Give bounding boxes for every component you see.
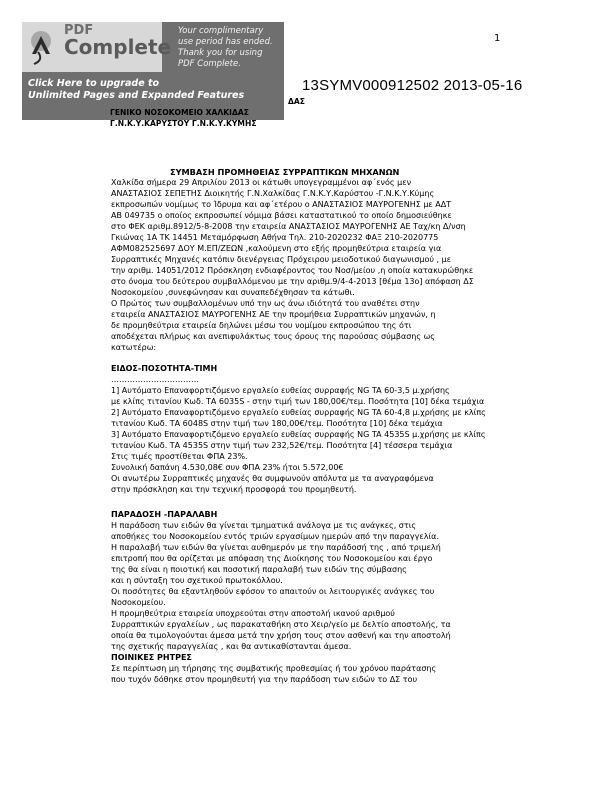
text-line: Χαλκίδα σήμερα 29 Απριλίου 2013 οι κάτωθι υπογεγραμμένοι αφ΄ενός μεν xyxy=(111,178,412,187)
penalties-heading: ΠΟΙΝΙΚΕΣ ΡΗΤΡΕΣ xyxy=(111,653,192,662)
text-line: δε προμηθεύτρια εταιρεία δηλώνει μέσω του νομίμου εκπροσώπου της ότι xyxy=(111,321,412,330)
penalties-section xyxy=(111,663,501,685)
text-line: εταιρεία ΑΝΑΣΤΑΣΙΟΣ ΜΑΥΡΟΓΕΝΗΣ ΑΕ την προμήθεια Συρραπτικών μηχανών, η xyxy=(111,310,436,319)
text-line: Η παράδοση των ειδών θα γίνεται τμηματικά ανάλογα με τις ανάγκες, στις xyxy=(111,521,417,530)
text-line: Συρραπτικές Μηχανές κατόπιν διενέργειας Πρόχειρου μειοδοτικού διαγωνισμού , με xyxy=(111,255,452,264)
document-body xyxy=(111,177,501,685)
text-line: Στις τιμές προστίθεται ΦΠΑ 23%. xyxy=(111,452,248,461)
promo-line: Your complimentary xyxy=(178,26,264,36)
text-line: Σε περίπτωση μη τήρησης της συμβατικής προθεσμίας ή του χρόνου παράτασης xyxy=(111,664,437,673)
text-line: και η σύνταξη του σχετικού πρωτοκόλλου. xyxy=(111,576,283,585)
text-line: Συνολική δαπάνη 4.530,08€ συν ΦΠΑ 23% ήτοι 5.572,00€ xyxy=(111,463,344,472)
text-line: στο ΦΕΚ αριθμ.8912/5-8-2008 την εταιρεία ΑΝΑΣΤΑΣΙΟΣ ΜΑΥΡΟΓΕΝΗΣ ΑΕ Ταχ/κη Δ/νση xyxy=(111,222,466,231)
text-line: 1] Αυτόματο Επαναφορτιζόμενο εργαλείο ευθείας συρραφής NG TA 60-3,5 μ.χρήσης xyxy=(111,386,450,395)
text-line: Η προμηθεύτρια εταιρεία υποχρεούται στην αποστολή ικανού αριθμού xyxy=(111,609,395,618)
items-list xyxy=(111,385,501,495)
header-line: ΓΕΝΙΚΟ ΝΟΣΟΚΟΜΕΙΟ ΧΑΛΚΙΔΑΣ xyxy=(110,108,249,117)
issuer-header xyxy=(110,96,305,129)
items-heading: ΕΙΔΟΣ-ΠΟΣΟΤΗΤΑ-ΤΙΜΗ xyxy=(111,364,218,373)
text-line: της θα είναι η ποιοτική και ποσοτική παραλαβή των ειδών της σύμβασης xyxy=(111,565,407,574)
delivery-heading: ΠΑΡΑΔΟΣΗ -ΠΑΡΑΛΑΒΗ xyxy=(111,510,218,519)
text-line: που τυχόν δόθηκε στον προμηθευτή για την παράδοση των ειδών το ΔΣ του xyxy=(111,675,418,684)
text-line: ΑΒ 049735 ο οποίος εκπροσωπεί νόμιμα βάσει καταστατικού το οποίο δημοσιεύθηκε xyxy=(111,211,452,220)
document-reference-code: 13SYMV000912502 2013-05-16 xyxy=(302,77,523,94)
text-line: της σχετικής παραγγελίας , και θα αντικαθίστανται άμεσα. xyxy=(111,642,352,651)
document-title: ΣΥΜΒΑΣΗ ΠΡΟΜΗΘΕΙΑΣ ΣΥΡΡΑΠΤΙΚΩΝ ΜΗΧΑΝΩΝ xyxy=(170,167,400,177)
header-line: ΔΑΣ xyxy=(288,97,305,106)
text-line: επιτροπή που θα ορίζεται με απόφαση της Διοίκησης του Νοσοκομείου και έργο xyxy=(111,554,433,563)
page-number: 1 xyxy=(494,33,501,44)
text-line: κατωτέρω: xyxy=(111,343,157,352)
text-line: εκπροσωπών νομίμως το Ίδρυμα και αφ΄ετέρου ο ΑΝΑΣΤΑΣΙΟΣ ΜΑΥΡΟΓΕΝΗΣ με ΑΔΤ xyxy=(111,200,452,209)
text-line: αποδέχεται πλήρως και ανεπιφυλάκτως τους όρους της παρούσας σύμβασης ως xyxy=(111,332,435,341)
upgrade-line: Click Here to upgrade to xyxy=(28,78,160,89)
text-line: 2] Αυτόματο Επαναφορτιζόμενο εργαλείο ευθείας συρραφής NG TA 60-4,8 μ.χρήσης με κλίπς xyxy=(111,408,486,417)
text-line: οποία θα τιμολογούνται άμεσα μετά την χρήση τους στον ασθενή και την αποστολή xyxy=(111,631,451,640)
upgrade-line: Unlimited Pages and Expanded Features xyxy=(28,90,245,101)
text-line: στην πρόσκληση και την τεχνική προσφορά του προμηθευτή. xyxy=(111,485,357,494)
logo-area xyxy=(22,22,172,72)
text-line: Οι ποσότητες θα εξαντληθούν εφόσον το απαιτούν οι λειτουργικές ανάγκες του xyxy=(111,587,435,596)
text-line: 3] Αυτόματο Επαναφορτιζόμενο εργαλείο ευθείας συρραφής NG TA 4535S μ.χρήσης με κλίπς xyxy=(111,430,486,439)
delivery-section xyxy=(111,520,501,652)
logo-text xyxy=(64,24,171,57)
promo-line: PDF Complete. xyxy=(178,59,241,69)
text-line: ΑΝΑΣΤΑΣΙΟΣ ΣΕΠΕΤΗΣ Διοικητής Γ.Ν.Χαλκίδας Γ.Ν.Κ.Υ.Καρύστου -Γ.Ν.Κ.Υ.Κύμης xyxy=(111,189,435,198)
text-line: Οι ανωτέρω Συρραπτικές μηχανές θα συμφωνούν απόλυτα με τα αναγραφόμενα xyxy=(111,474,434,483)
text-line: Γκιώνας 1Α ΤΚ 14451 Μεταμόρφωση Αθήνα Τηλ. 210-2020232 ΦΑΞ 210-2020775 xyxy=(111,233,439,242)
text-line: ΑΦΜ082525697 ΔΟΥ Μ.ΕΠ/ΖΕΩΝ ,καλούμενη στο εξής προμηθεύτρια εταιρεία για xyxy=(111,244,442,253)
intro-paragraph xyxy=(111,177,501,353)
text-line: Ο Πρώτος των συμβαλλομένων υπό την ως άνω ιδιότητά του αναθέτει στην xyxy=(111,299,420,308)
promo-line: use period has ended. xyxy=(178,37,273,47)
text-line: αποθήκες του Νοσοκομείου εντός τριών εργασίμων ημερών από την παραγγελία. xyxy=(111,532,439,541)
text-line: Νοσοκομείου. xyxy=(111,598,166,607)
text-line: στο όνομα του δεύτερου συμβαλλόμενου με την αριθμ.9/4-4-2013 [θέμα 13ο] απόφαση ΔΣ xyxy=(111,277,474,286)
text-line: τιτανίου Κωδ. ΤΑ 6048S στην τιμή των 180,00€/τεμ. Ποσότητα [10] δέκα τεμάχια xyxy=(111,419,443,428)
text-line: τιτανίου Κωδ. ΤΑ 4535S στην τιμή των 232,52€/τεμ. Ποσότητα [4] τέσσερα τεμάχια xyxy=(111,441,453,450)
text-line: Νοσοκομείου ,συνεφώνησαν και συναπεδέχθησαν τα κάτωθι. xyxy=(111,288,355,297)
promo-line: Thank you for using xyxy=(178,48,263,58)
text-line: με κλίπς τιτανίου Κωδ. ΤΑ 6035S - στην τιμή των 180,00€/τεμ. Ποσότητα [10] δέκα τεμάχια xyxy=(111,397,485,406)
logo-line-pdf: PDF xyxy=(64,23,94,38)
logo-line-complete: Complete xyxy=(64,35,172,59)
promo-message xyxy=(178,26,273,70)
text-line: την αριθμ. 14051/2012 Πρόσκληση ενδιαφέροντος του Νοσ/μείου ,η οποία κατακυρώθηκε xyxy=(111,266,474,275)
dotted-separator: …………………………… xyxy=(111,375,199,384)
header-line: Γ.Ν.Κ.Υ.ΚΑΡΥΣΤΟΥ Γ.Ν.Κ.Υ.ΚΥΜΗΣ xyxy=(110,119,257,128)
pdf-logo-icon xyxy=(26,26,56,66)
text-line: Η παραλαβή των ειδών θα γίνεται αυθημερόν με την παράδοσή της , από τριμελή xyxy=(111,543,441,552)
text-line: Συρραπτικών εργαλείων , ως παρακαταθήκη στο Χειρ/γείο με δελτίο αποστολής, τα xyxy=(111,620,451,629)
